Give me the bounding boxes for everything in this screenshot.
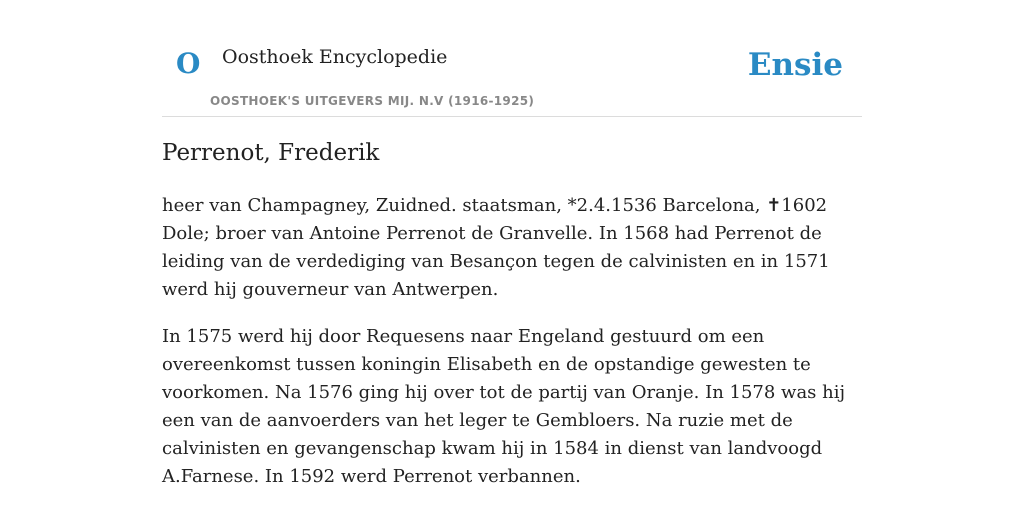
ensie-logo[interactable]: Ensie: [747, 47, 843, 83]
publisher-label: OOSTHOEK'S UITGEVERS MIJ. N.V (1916-1925): [210, 94, 535, 108]
book-title[interactable]: Oosthoek Encyclopedie: [222, 46, 448, 68]
entry-title: Perrenot, Frederik: [162, 140, 380, 166]
book-logo[interactable]: O: [176, 47, 201, 80]
page: [162, 0, 862, 487]
header: [162, 0, 862, 117]
entry-paragraph: In 1575 werd hij door Requesens naar Engeland gestuurd om een overeenkomst tussen koningin Elisabeth en de opstandige gewesten te voorkomen. Na 1576 ging hij over tot de partij van Oranje. In 1578 was hij een van de aanvoerders van het leger te Gembloers. Na ruzie met de calvinisten en gevangenschap kwam hij in 1584 in dienst van landvoogd A.Farnese. In 1592 werd Perrenot verbannen.: [162, 326, 846, 487]
entry-paragraph: heer van Champagney, Zuidned. staatsman, *2.4.1536 Barcelona, ✝1602 Dole; broer van Antoine Perrenot de Granvelle. In 1568 had Perrenot de leiding van de verdediging van Besançon tegen de calvinisten en in 1571 werd hij gouverneur van Antwerpen.: [162, 195, 830, 300]
